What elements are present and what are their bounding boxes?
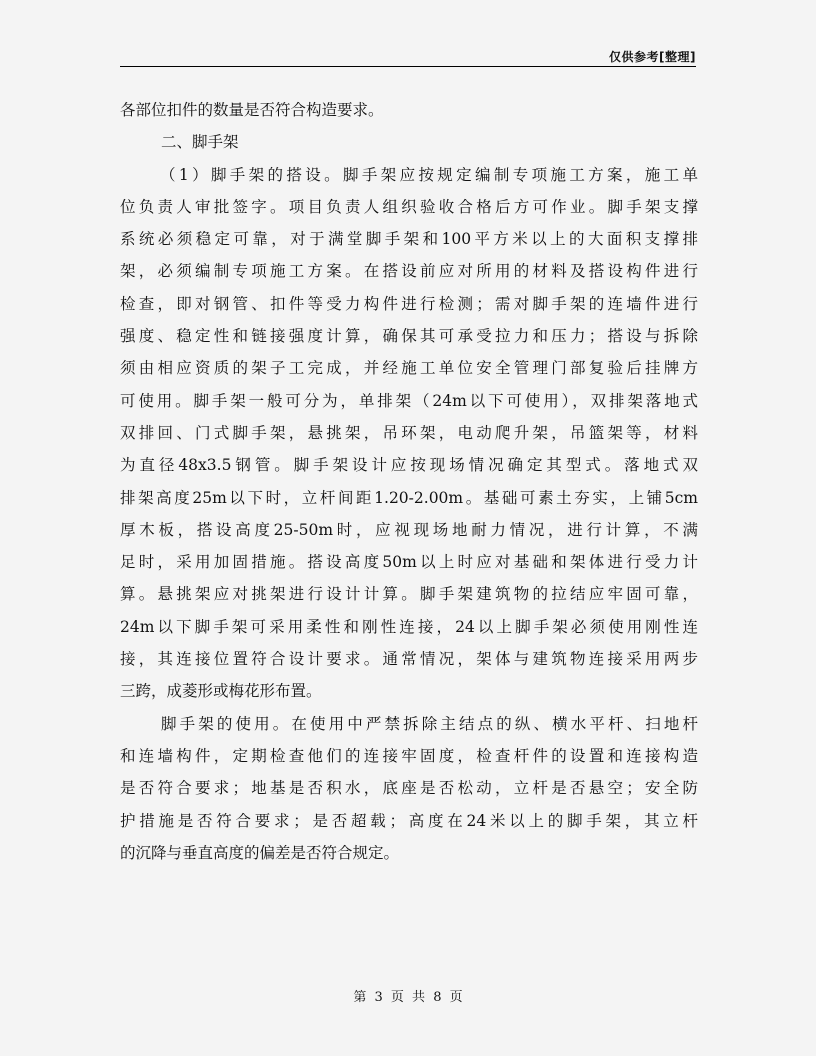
- text-line: 须由相应资质的架子工完成，并经施工单位安全管理门部复验后挂牌方: [120, 359, 698, 378]
- text-line: 接，其连接位置符合设计要求。通常情况，架体与建筑物连接采用两步: [120, 650, 698, 669]
- text-line: 强度、稳定性和链接强度计算，确保其可承受拉力和压力；搭设与拆除: [120, 327, 698, 346]
- text-line: 厚木板，搭设高度25-50m时，应视现场地耐力情况，进行计算，不满: [120, 520, 698, 539]
- text-line: 足时，采用加固措施。搭设高度50m以上时应对基础和架体进行受力计: [120, 553, 698, 572]
- text-line: 可使用。脚手架一般可分为，单排架（24m以下可使用），双排架落地式: [120, 391, 698, 410]
- text-line: 架，必须编制专项施工方案。在搭设前应对所用的材料及搭设构件进行: [120, 262, 698, 281]
- document-body: [120, 94, 698, 869]
- text-line: 系统必须稳定可靠，对于满堂脚手架和100平方米以上的大面积支撑排: [120, 230, 698, 249]
- text-line: 各部位扣件的数量是否符合构造要求。: [120, 101, 384, 119]
- section-heading: 二、脚手架: [161, 133, 239, 152]
- text-line: 和连墙构件，定期检查他们的连接牢固度，检查杆件的设置和连接构造: [120, 746, 698, 765]
- header-rule: [120, 66, 696, 67]
- text-line: 是否符合要求；地基是否积水，底座是否松动，立杆是否悬空；安全防: [120, 779, 698, 798]
- text-line: 双排回、门式脚手架，悬挑架，吊环架，电动爬升架，吊篮架等，材料: [120, 423, 698, 442]
- text-line: 的沉降与垂直高度的偏差是否符合规定。: [120, 843, 400, 862]
- text-line: 位负责人审批签字。项目负责人组织验收合格后方可作业。脚手架支撑: [120, 197, 698, 216]
- text-line: 脚手架的使用。在使用中严禁拆除主结点的纵、横水平杆、扫地杆: [161, 714, 698, 733]
- header-label: 仅供参考[整理]: [609, 50, 696, 64]
- text-line: 检查，即对钢管、扣件等受力构件进行检测；需对脚手架的连墙件进行: [120, 294, 698, 313]
- text-line: 24m以下脚手架可采用柔性和刚性连接，24以上脚手架必须使用刚性连: [120, 617, 698, 636]
- page-number-footer: 第 3 页 共 8 页: [353, 990, 463, 1005]
- text-line: 护措施是否符合要求；是否超载；高度在24米以上的脚手架，其立杆: [120, 811, 698, 830]
- text-line: 三跨，成菱形或梅花形布置。: [120, 682, 322, 701]
- text-line: 排架高度25m以下时，立杆间距1.20-2.00m。基础可素土夯实，上铺5cm: [120, 488, 698, 507]
- text-line: 为直径48x3.5钢管。脚手架设计应按现场情况确定其型式。落地式双: [120, 456, 698, 475]
- text-line: （1）脚手架的搭设。脚手架应按规定编制专项施工方案，施工单: [160, 165, 698, 184]
- text-line: 算。悬挑架应对挑架进行设计计算。脚手架建筑物的拉结应牢固可靠，: [120, 585, 698, 604]
